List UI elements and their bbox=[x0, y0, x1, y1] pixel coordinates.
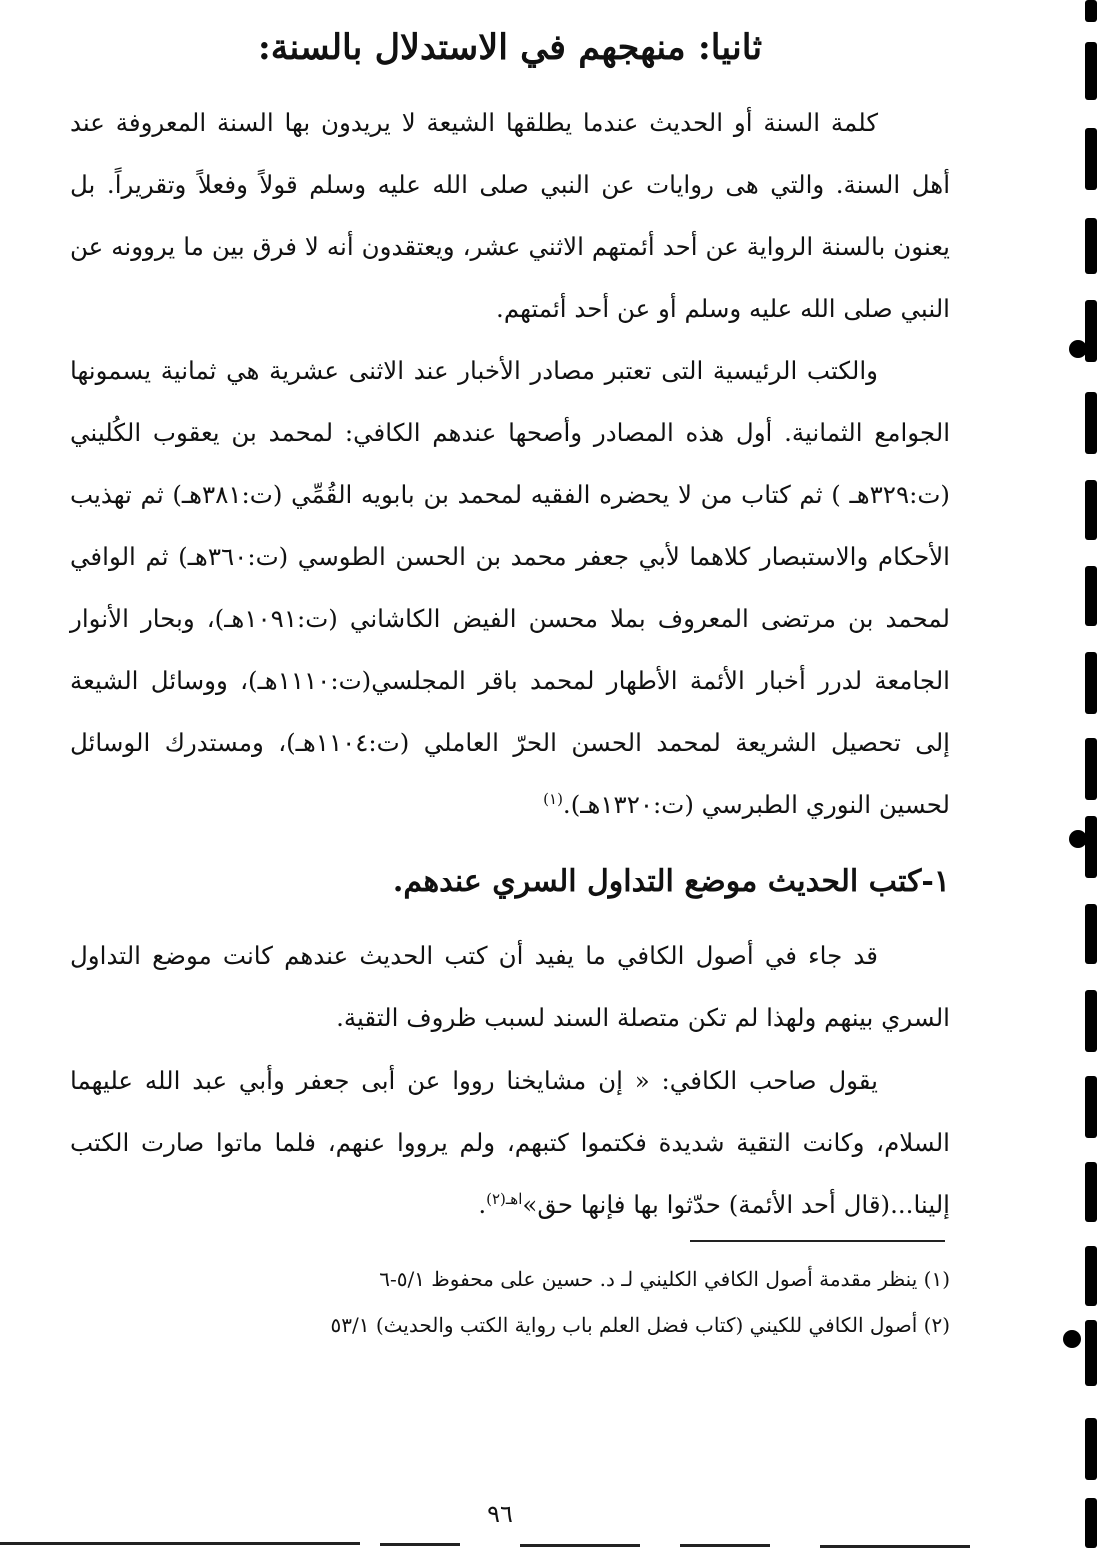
paragraph-sunnah-definition: كلمة السنة أو الحديث عندما يطلقها الشيعة لا يريدون بها السنة المعروفة عند أهل السنة. والتي هى روايات عن النبي صلى الله عليه وسلم قولاً وفعلاً وتقريراً. بل يعنون بالسنة الرواية عن أحد أئمتهم الاثني عشر، ويعتقدون أنه لا فرق بين ما يروونه عن النبي صلى الله عليه وسلم أو عن أحد أئمتهم. bbox=[70, 108, 950, 323]
quote-suffix bbox=[486, 1190, 522, 1208]
binding-hole bbox=[1063, 1330, 1081, 1348]
scan-line bbox=[0, 1542, 360, 1545]
scan-edge-noise bbox=[0, 1538, 1060, 1548]
binding-mark bbox=[1085, 218, 1097, 274]
footnote-2: (٢) أصول الكافي للكيني (كتاب فضل العلم باب رواية الكتب والحديث) ٥٣/١ bbox=[330, 1313, 950, 1337]
binding-hole bbox=[1069, 340, 1087, 358]
binding-mark bbox=[1085, 816, 1097, 878]
footnote-divider bbox=[690, 1240, 945, 1242]
scan-line bbox=[380, 1543, 460, 1546]
paragraph-kafi-quote-text: يقول صاحب الكافي: « إن مشايخنا رووا عن أبى جعفر وأبي عبد الله عليهما السلام، وكانت التقية شديدة فكتموا كتبهم، ولم يرووا عنهم، فلما ماتوا صارت الكتب إلينا...(قال أحد الأئمة) حدّثوا بها فإنها حق» bbox=[70, 1066, 950, 1219]
binding-mark bbox=[1085, 990, 1097, 1052]
binding-mark bbox=[1085, 566, 1097, 626]
binding-mark bbox=[1085, 1246, 1097, 1306]
paragraph-secret-circulation: قد جاء في أصول الكافي ما يفيد أن كتب الحديث عندهم كانت موضع التداول السري بينهم ولهذا لم تكن متصلة السند لسبب ظروف التقية. bbox=[70, 941, 950, 1032]
scan-line bbox=[520, 1544, 640, 1547]
binding-mark bbox=[1085, 1418, 1097, 1480]
binding-mark bbox=[1085, 0, 1097, 22]
binding-mark bbox=[1085, 1498, 1097, 1548]
footnotes-section bbox=[70, 1256, 950, 1348]
binding-mark bbox=[1085, 392, 1097, 454]
binding-marks bbox=[1061, 0, 1101, 1552]
footnote-1: (١) ينظر مقدمة أصول الكافي الكليني لـ د. حسين على محفوظ ٥/١-٦ bbox=[379, 1267, 950, 1291]
binding-mark bbox=[1085, 1076, 1097, 1138]
quote-end-period: . bbox=[478, 1190, 487, 1219]
section-heading: ١-كتب الحديث موضع التداول السري عندهم. bbox=[392, 864, 950, 899]
binding-mark bbox=[1085, 904, 1097, 964]
paragraph-kafi-quote bbox=[70, 1050, 950, 1236]
paragraph-hadith-books bbox=[70, 340, 950, 836]
binding-hole bbox=[1069, 830, 1087, 848]
binding-mark bbox=[1085, 652, 1097, 714]
binding-mark bbox=[1085, 128, 1097, 190]
scan-line bbox=[680, 1544, 770, 1547]
binding-mark bbox=[1085, 738, 1097, 800]
binding-mark bbox=[1085, 480, 1097, 540]
scan-line bbox=[820, 1545, 970, 1548]
quote-suffix-text: اهـ bbox=[505, 1189, 523, 1208]
binding-mark bbox=[1085, 1162, 1097, 1222]
binding-mark bbox=[1085, 300, 1097, 362]
paragraph-hadith-books-text: والكتب الرئيسية التى تعتبر مصادر الأخبار عند الاثنى عشرية هي ثمانية يسمونها الجوامع الثمانية. أول هذه المصادر وأصحها عندهم الكافي: لمحمد بن يعقوب الكُليني (ت:٣٢٩هـ ) ثم كتاب من لا يحضره الفقيه لمحمد بن بابويه القُمِّي (ت:٣٨١هـ) ثم تهذيب الأحكام والاستبصار كلاهما لأبي جعفر محمد بن الحسن الطوسي (ت:٣٦٠هـ) ثم الوافي لمحمد بن مرتضى المعروف بملا محسن الفيض الكاشاني (ت:١٠٩١هـ)، وبحار الأنوار الجامعة لدرر أخبار الأئمة الأطهار لمحمد باقر المجلسي(ت:١١١٠هـ)، ووسائل الشيعة إلى تحصيل الشريعة لمحمد الحسن الحرّ العاملي (ت:١١٠٤هـ)، ومستدرك الوسائل لحسين النوري الطبرسي (ت:١٣٢٠هـ). bbox=[70, 356, 950, 819]
footnote-marker-1[interactable]: (١) bbox=[543, 789, 563, 808]
page-title: ثانيا: منهجهم في الاستدلال بالسنة: bbox=[257, 27, 763, 68]
footnote-marker-2[interactable]: (٢) bbox=[486, 1189, 506, 1208]
page-number: ٩٦ bbox=[487, 1500, 513, 1528]
binding-mark bbox=[1085, 42, 1097, 100]
binding-mark bbox=[1085, 1320, 1097, 1386]
